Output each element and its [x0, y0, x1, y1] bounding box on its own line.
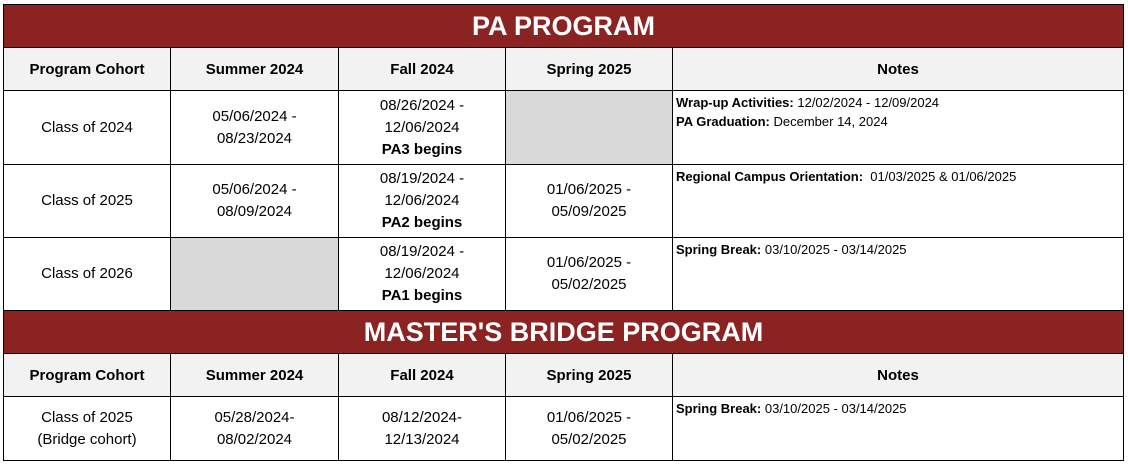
- spring-cell: [506, 165, 673, 238]
- column-header-summer: Summer 2024: [171, 48, 339, 91]
- date-end: 05/02/2025: [551, 276, 627, 293]
- column-header-spring: Spring 2025: [506, 354, 673, 397]
- date-start: 05/06/2024 -: [212, 107, 297, 125]
- note-line: [676, 93, 1120, 112]
- phase-label: PA3 begins: [381, 140, 463, 158]
- cohort-subtitle: (Bridge cohort): [37, 430, 137, 448]
- notes-cell: [673, 165, 1124, 238]
- date-end: 12/06/2024: [384, 192, 460, 209]
- empty-cell: [506, 91, 673, 165]
- fall-cell: [339, 397, 506, 461]
- date-start: 08/19/2024 -: [379, 170, 465, 187]
- column-header-fall: Fall 2024: [339, 354, 506, 397]
- summer-cell: [171, 165, 339, 238]
- date-start: 01/06/2025 -: [546, 254, 632, 271]
- date-start: 08/26/2024 -: [379, 96, 465, 114]
- pa-program-title: PA PROGRAM: [4, 5, 1124, 48]
- note-label: Spring Break:: [676, 242, 762, 257]
- phase-label: PA1 begins: [381, 287, 463, 304]
- notes-cell: [673, 91, 1124, 165]
- date-start: 08/12/2024-: [381, 408, 463, 426]
- notes-cell: [673, 397, 1124, 461]
- column-header-summer: Summer 2024: [171, 354, 339, 397]
- table-row-bridge-2025: [4, 397, 1124, 461]
- phase-label: PA2 begins: [381, 214, 463, 231]
- note-label: Regional Campus Orientation:: [676, 169, 864, 184]
- note-value: 01/03/2025 & 01/06/2025: [863, 169, 1017, 184]
- cohort-cell: [4, 397, 171, 461]
- note-value: 03/10/2025 - 03/14/2025: [761, 401, 907, 416]
- date-start: 08/19/2024 -: [379, 243, 465, 260]
- note-label: Spring Break:: [676, 401, 762, 416]
- date-end: 05/09/2025: [551, 203, 627, 220]
- table-row-class-2024: [4, 91, 1124, 165]
- column-header-fall: Fall 2024: [339, 48, 506, 91]
- column-header-cohort: Program Cohort: [4, 354, 171, 397]
- date-end: 12/13/2024: [384, 430, 460, 448]
- note-line: [676, 240, 1120, 259]
- spring-cell: [506, 397, 673, 461]
- date-end: 08/23/2024: [216, 129, 293, 147]
- schedule-table: [3, 4, 1124, 461]
- date-start: 01/06/2025 -: [546, 181, 632, 198]
- cohort-cell: Class of 2026: [4, 238, 171, 311]
- fall-cell: [339, 238, 506, 311]
- table-row-class-2025: [4, 165, 1124, 238]
- date-end: 05/02/2025: [551, 430, 627, 448]
- date-end: 12/06/2024: [384, 118, 460, 136]
- column-header-cohort: Program Cohort: [4, 48, 171, 91]
- bridge-program-title: MASTER'S BRIDGE PROGRAM: [4, 311, 1124, 354]
- date-start: 01/06/2025 -: [546, 408, 632, 426]
- empty-cell: [171, 238, 339, 311]
- table-row-class-2026: [4, 238, 1124, 311]
- date-start: 05/28/2024-: [214, 408, 295, 426]
- column-header-spring: Spring 2025: [506, 48, 673, 91]
- cohort-name: Class of 2025: [41, 408, 133, 426]
- spring-cell: [506, 238, 673, 311]
- cohort-cell: Class of 2025: [4, 165, 171, 238]
- pa-header-row: [4, 48, 1124, 91]
- date-start: 05/06/2024 -: [212, 181, 297, 198]
- column-header-notes: Notes: [673, 354, 1124, 397]
- fall-cell: [339, 165, 506, 238]
- note-value: 03/10/2025 - 03/14/2025: [761, 242, 907, 257]
- column-header-notes: Notes: [673, 48, 1124, 91]
- date-end: 12/06/2024: [384, 265, 460, 282]
- note-line: [676, 167, 1120, 186]
- summer-cell: [171, 91, 339, 165]
- note-label: PA Graduation:: [676, 114, 770, 129]
- cohort-cell: Class of 2024: [4, 91, 171, 165]
- note-line: [676, 399, 1120, 418]
- fall-cell: [339, 91, 506, 165]
- note-value: December 14, 2024: [769, 114, 888, 129]
- schedule-table-container: [3, 4, 1123, 461]
- date-end: 08/02/2024: [216, 430, 293, 448]
- date-end: 08/09/2024: [216, 203, 293, 220]
- notes-cell: [673, 238, 1124, 311]
- note-label: Wrap-up Activities:: [676, 95, 794, 110]
- note-value: 12/02/2024 - 12/09/2024: [793, 95, 940, 110]
- summer-cell: [171, 397, 339, 461]
- bridge-header-row: [4, 354, 1124, 397]
- note-line: [676, 112, 1120, 131]
